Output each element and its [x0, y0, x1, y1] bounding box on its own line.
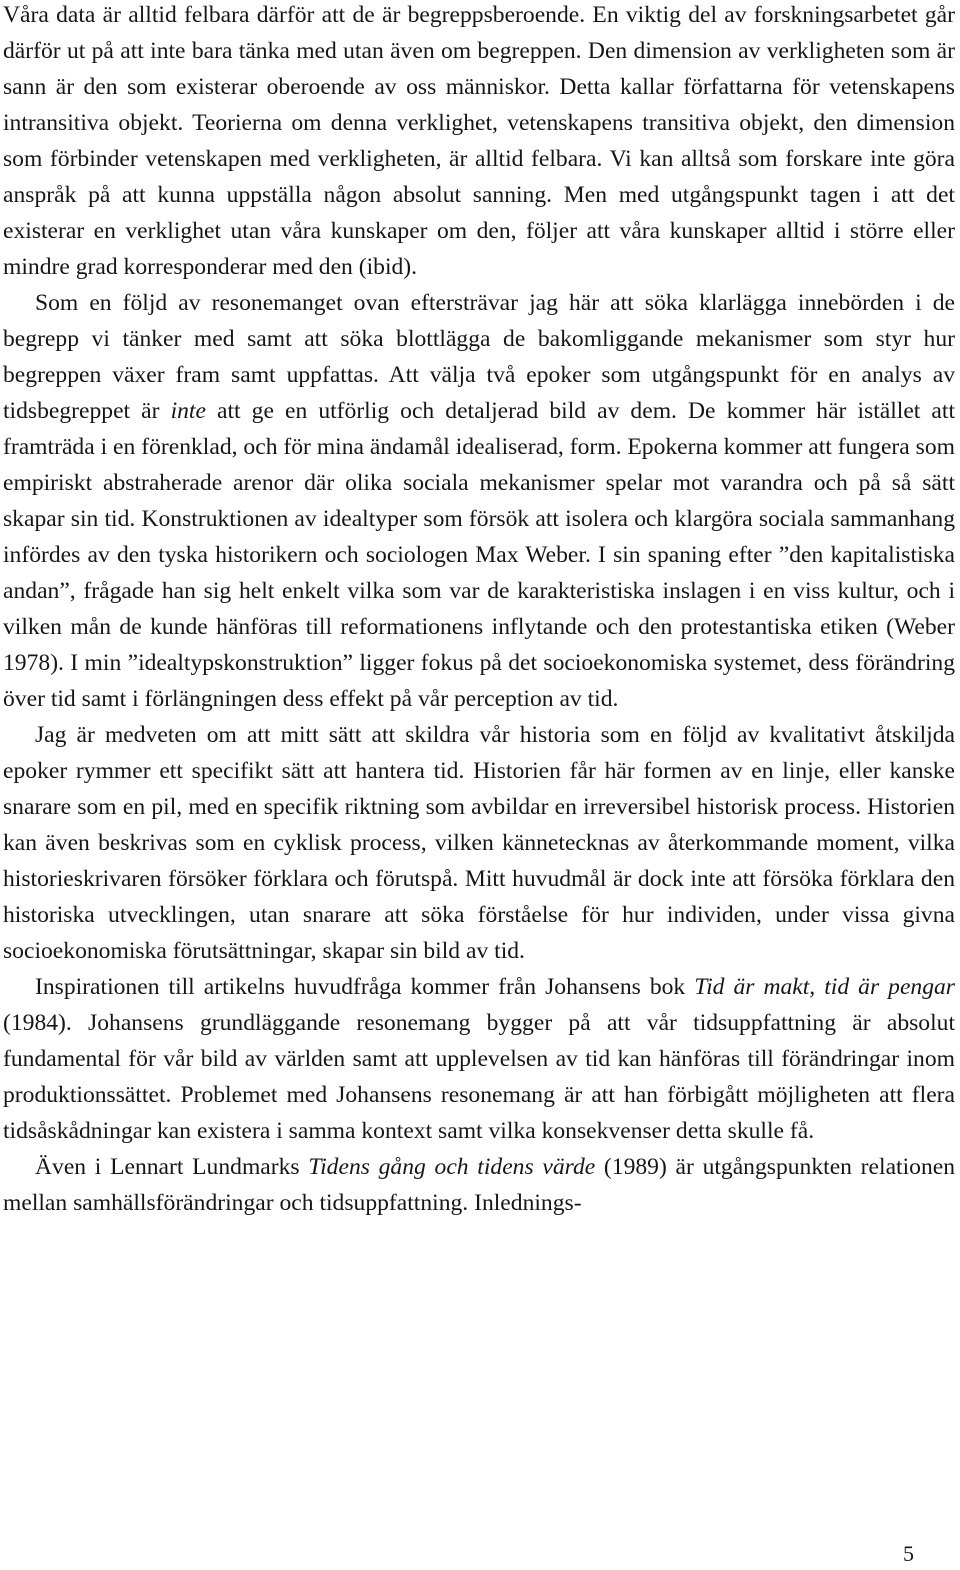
paragraph-1-text: Våra data är alltid felbara därför att de är begreppsberoende. En viktig del av forskningsarbetet går därför ut på att inte bara tänka med utan även om begreppen. Den dimension av verkligheten som är sann är den som existerar oberoende av oss människor. Detta kallar författarna för vetenskapens intransitiva objekt. Teorierna om denna verklighet, vetenskapens transitiva objekt, den dimension som förbinder vetenskapen med verkligheten, är alltid felbara. Vi kan alltså som forskare inte göra anspråk på att kunna uppställa någon absolut sanning. Men med utgångspunkt tagen i att det existerar en verklighet utan våra kunskaper om den, följer att våra kunskaper alltid i större eller mindre grad korresponderar med den (ibid). — [3, 2, 955, 280]
paragraph-1 — [3, 0, 955, 285]
document-page — [3, 0, 955, 1221]
paragraph-4-text-a: Inspirationen till artikelns huvudfråga kommer från Johansens bok — [35, 974, 695, 1000]
paragraph-2 — [3, 285, 955, 717]
paragraph-3 — [3, 717, 955, 969]
book-title-lundmark: Tidens gång och tidens värde — [308, 1154, 596, 1180]
paragraph-2-text-a: Som en följd av resonemanget ovan eftersträvar jag här att söka klarlägga innebörden i de begrepp vi tänker med samt att söka blottlägga de bakomliggande mekanismer som styr hur begreppen växer fram samt uppfattas. Att välja två epoker som utgångspunkt för en analys av tidsbegreppet är — [3, 290, 955, 424]
paragraph-2-emphasis: inte — [170, 398, 206, 424]
paragraph-4-text-b: (1984). Johansens grundläggande resonemang bygger på att vår tidsuppfattning är absolut fundamental för vår bild av världen samt att upplevelsen av tid kan hänföras till förändringar inom produktionssättet. Problemet med Johansens resonemang är att han förbigått möjligheten att flera tidsåskådningar kan existera i samma kontext samt vilka konsekvenser detta skulle få. — [3, 1010, 955, 1144]
paragraph-3-text: Jag är medveten om att mitt sätt att skildra vår historia som en följd av kvalitativt åtskiljda epoker rymmer ett specifikt sätt att hantera tid. Historien får här formen av en linje, eller kanske snarare som en pil, med en specifik riktning som avbildar en irreversibel historisk process. Historien kan även beskrivas som en cyklisk process, vilken kännetecknas av återkommande moment, vilka historieskrivaren försöker förklara och förutspå. Mitt huvudmål är dock inte att försöka förklara den historiska utvecklingen, utan snarare att söka förståelse för hur individen, under vissa givna socioekonomiska förutsättningar, skapar sin bild av tid. — [3, 722, 955, 964]
paragraph-5 — [3, 1149, 955, 1221]
book-title-johansen: Tid är makt, tid är pengar — [694, 974, 955, 1000]
paragraph-5-text-b: (1989) är utgångspunkten relationen mellan samhällsförändringar och tidsuppfattning. Inlednings- — [3, 1154, 956, 1216]
paragraph-2-text-b: att ge en utförlig och detaljerad bild av dem. De kommer här istället att framträda i en förenklad, och för mina ändamål idealiserad, form. Epokerna kommer att fungera som empiriskt abstraherade arenor där olika sociala mekanismer spelar mot varandra och på så sätt skapar sin tid. Konstruktionen av idealtyper som försök att isolera och klargöra sociala sammanhang infördes av den tyska historikern och sociologen Max Weber. I sin spaning efter ”den kapitalistiska andan”, frågade han sig helt enkelt vilka som var de karakteristiska inslagen i en viss kultur, och i vilken mån de kunde hänföras till reformationens inflytande och den protestantiska etiken (Weber 1978). I min ”idealtypskonstruktion” ligger fokus på det socioekonomiska systemet, dess förändring över tid samt i förlängningen dess effekt på vår perception av tid. — [3, 398, 955, 712]
page-number: 5 — [903, 1541, 914, 1566]
paragraph-5-text-a: Även i Lennart Lundmarks — [35, 1154, 309, 1180]
paragraph-4 — [3, 969, 955, 1149]
